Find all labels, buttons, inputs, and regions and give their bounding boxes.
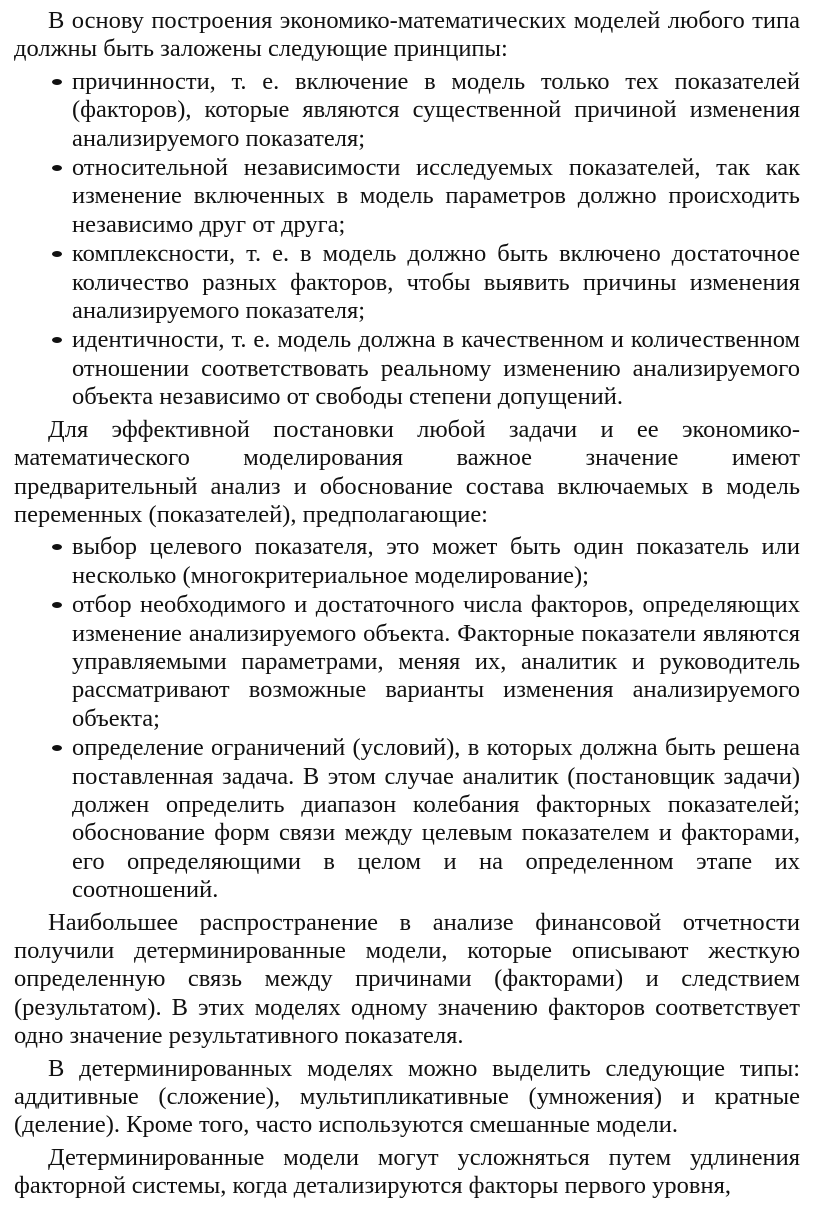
- bullet-icon: [52, 251, 62, 257]
- list-item-text: выбор целевого показателя, это может быть один показатель или несколько (многокритериальное моделирование);: [72, 533, 800, 589]
- list-item-text: отбор необходимого и достаточного числа факторов, определяющих изменение анализируемого объекта. Факторные показатели являются управляемыми параметрами, меняя их, аналитик и руководитель рассматривают возможные варианты изменения анализируемого объекта;: [72, 591, 800, 732]
- list-item: [14, 154, 800, 239]
- paragraph-deterministic-models: Наибольшее распространение в анализе финансовой отчетности получили детерминированные модели, которые описывают жесткую определенную связь между причинами (факторами) и следствием (результатом). В этих моделях одному значению факторов соответствует одно значение результативного показателя.: [14, 908, 800, 1050]
- list-item-text: идентичности, т. е. модель должна в качественном и количественном отношении соответствовать реальному изменению анализируемого объекта независимо от свободы степени допущений.: [72, 326, 800, 411]
- bullet-icon: [52, 337, 62, 343]
- list-item: [14, 591, 800, 733]
- list-item-text: определение ограничений (условий), в которых должна быть решена поставленная задача. В этом случае аналитик (постановщик задачи) должен определить диапазон колебания факторных показателей; обоснование форм связи между целевым показателем и факторами, его определяющими в целом и на определенном этапе их соотношений.: [72, 734, 800, 904]
- bullet-icon: [52, 165, 62, 171]
- list-item-text: комплексности, т. е. в модель должно быть включено достаточное количество разных факторов, чтобы выявить причины изменения анализируемого показателя;: [72, 240, 800, 325]
- paragraph-model-types: В детерминированных моделях можно выделить следующие типы: аддитивные (сложение), мультипликативные (умножения) и кратные (деление). Кроме того, часто используются смешанные модели.: [14, 1054, 800, 1139]
- bullet-icon: [52, 745, 62, 751]
- paragraph-principles-intro: В основу построения экономико-математических моделей любого типа должны быть заложены следующие принципы:: [14, 7, 800, 63]
- bullet-icon: [52, 79, 62, 85]
- list-item: [14, 326, 800, 411]
- list-item-text: причинности, т. е. включение в модель только тех показателей (факторов), которые являются существенной причиной изменения анализируемого показателя;: [72, 67, 800, 152]
- paragraph-analysis-intro: Для эффективной постановки любой задачи и ее экономико-математического моделирования важное значение имеют предварительный анализ и обоснование состава включаемых в модель переменных (показателей), предполагающие:: [14, 415, 800, 528]
- principles-list: [14, 68, 800, 412]
- list-item: [14, 68, 800, 153]
- list-item: [14, 240, 800, 325]
- list-item: [14, 533, 800, 590]
- list-item: [14, 734, 800, 904]
- paragraph-model-complexity: Детерминированные модели могут усложняться путем удлинения факторной системы, когда детализируются факторы первого уровня,: [14, 1143, 800, 1200]
- analysis-steps-list: [14, 533, 800, 904]
- bullet-icon: [52, 602, 62, 608]
- bullet-icon: [52, 544, 62, 550]
- list-item-text: относительной независимости исследуемых показателей, так как изменение включенных в модель параметров должно происходить независимо друг от друга;: [72, 154, 800, 238]
